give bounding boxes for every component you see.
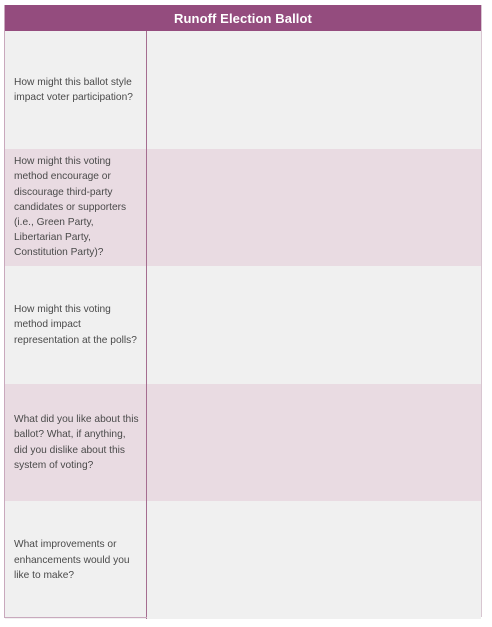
answer-cell[interactable] <box>147 266 481 384</box>
question-label <box>5 384 147 502</box>
answer-cell[interactable] <box>147 31 481 149</box>
question-row <box>5 31 481 149</box>
answer-cell[interactable] <box>147 149 481 267</box>
answer-cell[interactable] <box>147 501 481 619</box>
question-label <box>5 266 147 384</box>
question-row <box>5 149 481 267</box>
ballot-table <box>4 5 482 617</box>
question-text: What improvements or enhancements would you like to make? <box>14 539 130 581</box>
question-row <box>5 266 481 384</box>
question-label <box>5 501 147 619</box>
question-text: How might this voting method encourage or discourage third-party candidates or supporters (i.e., Green Party, Libertarian Party, Constitution Party)? <box>14 156 127 259</box>
question-row <box>5 501 481 619</box>
question-row <box>5 384 481 502</box>
question-text: What did you like about this ballot? What, if anything, did you dislike about this system of voting? <box>14 414 139 471</box>
answer-cell[interactable] <box>147 384 481 502</box>
question-label <box>5 149 147 267</box>
ballot-title: Runoff Election Ballot <box>5 5 481 31</box>
question-text: How might this voting method impact representation at the polls? <box>14 304 137 346</box>
question-label <box>5 31 147 149</box>
question-text: How might this ballot style impact voter participation? <box>14 76 133 103</box>
table-bottom-border <box>4 617 147 618</box>
